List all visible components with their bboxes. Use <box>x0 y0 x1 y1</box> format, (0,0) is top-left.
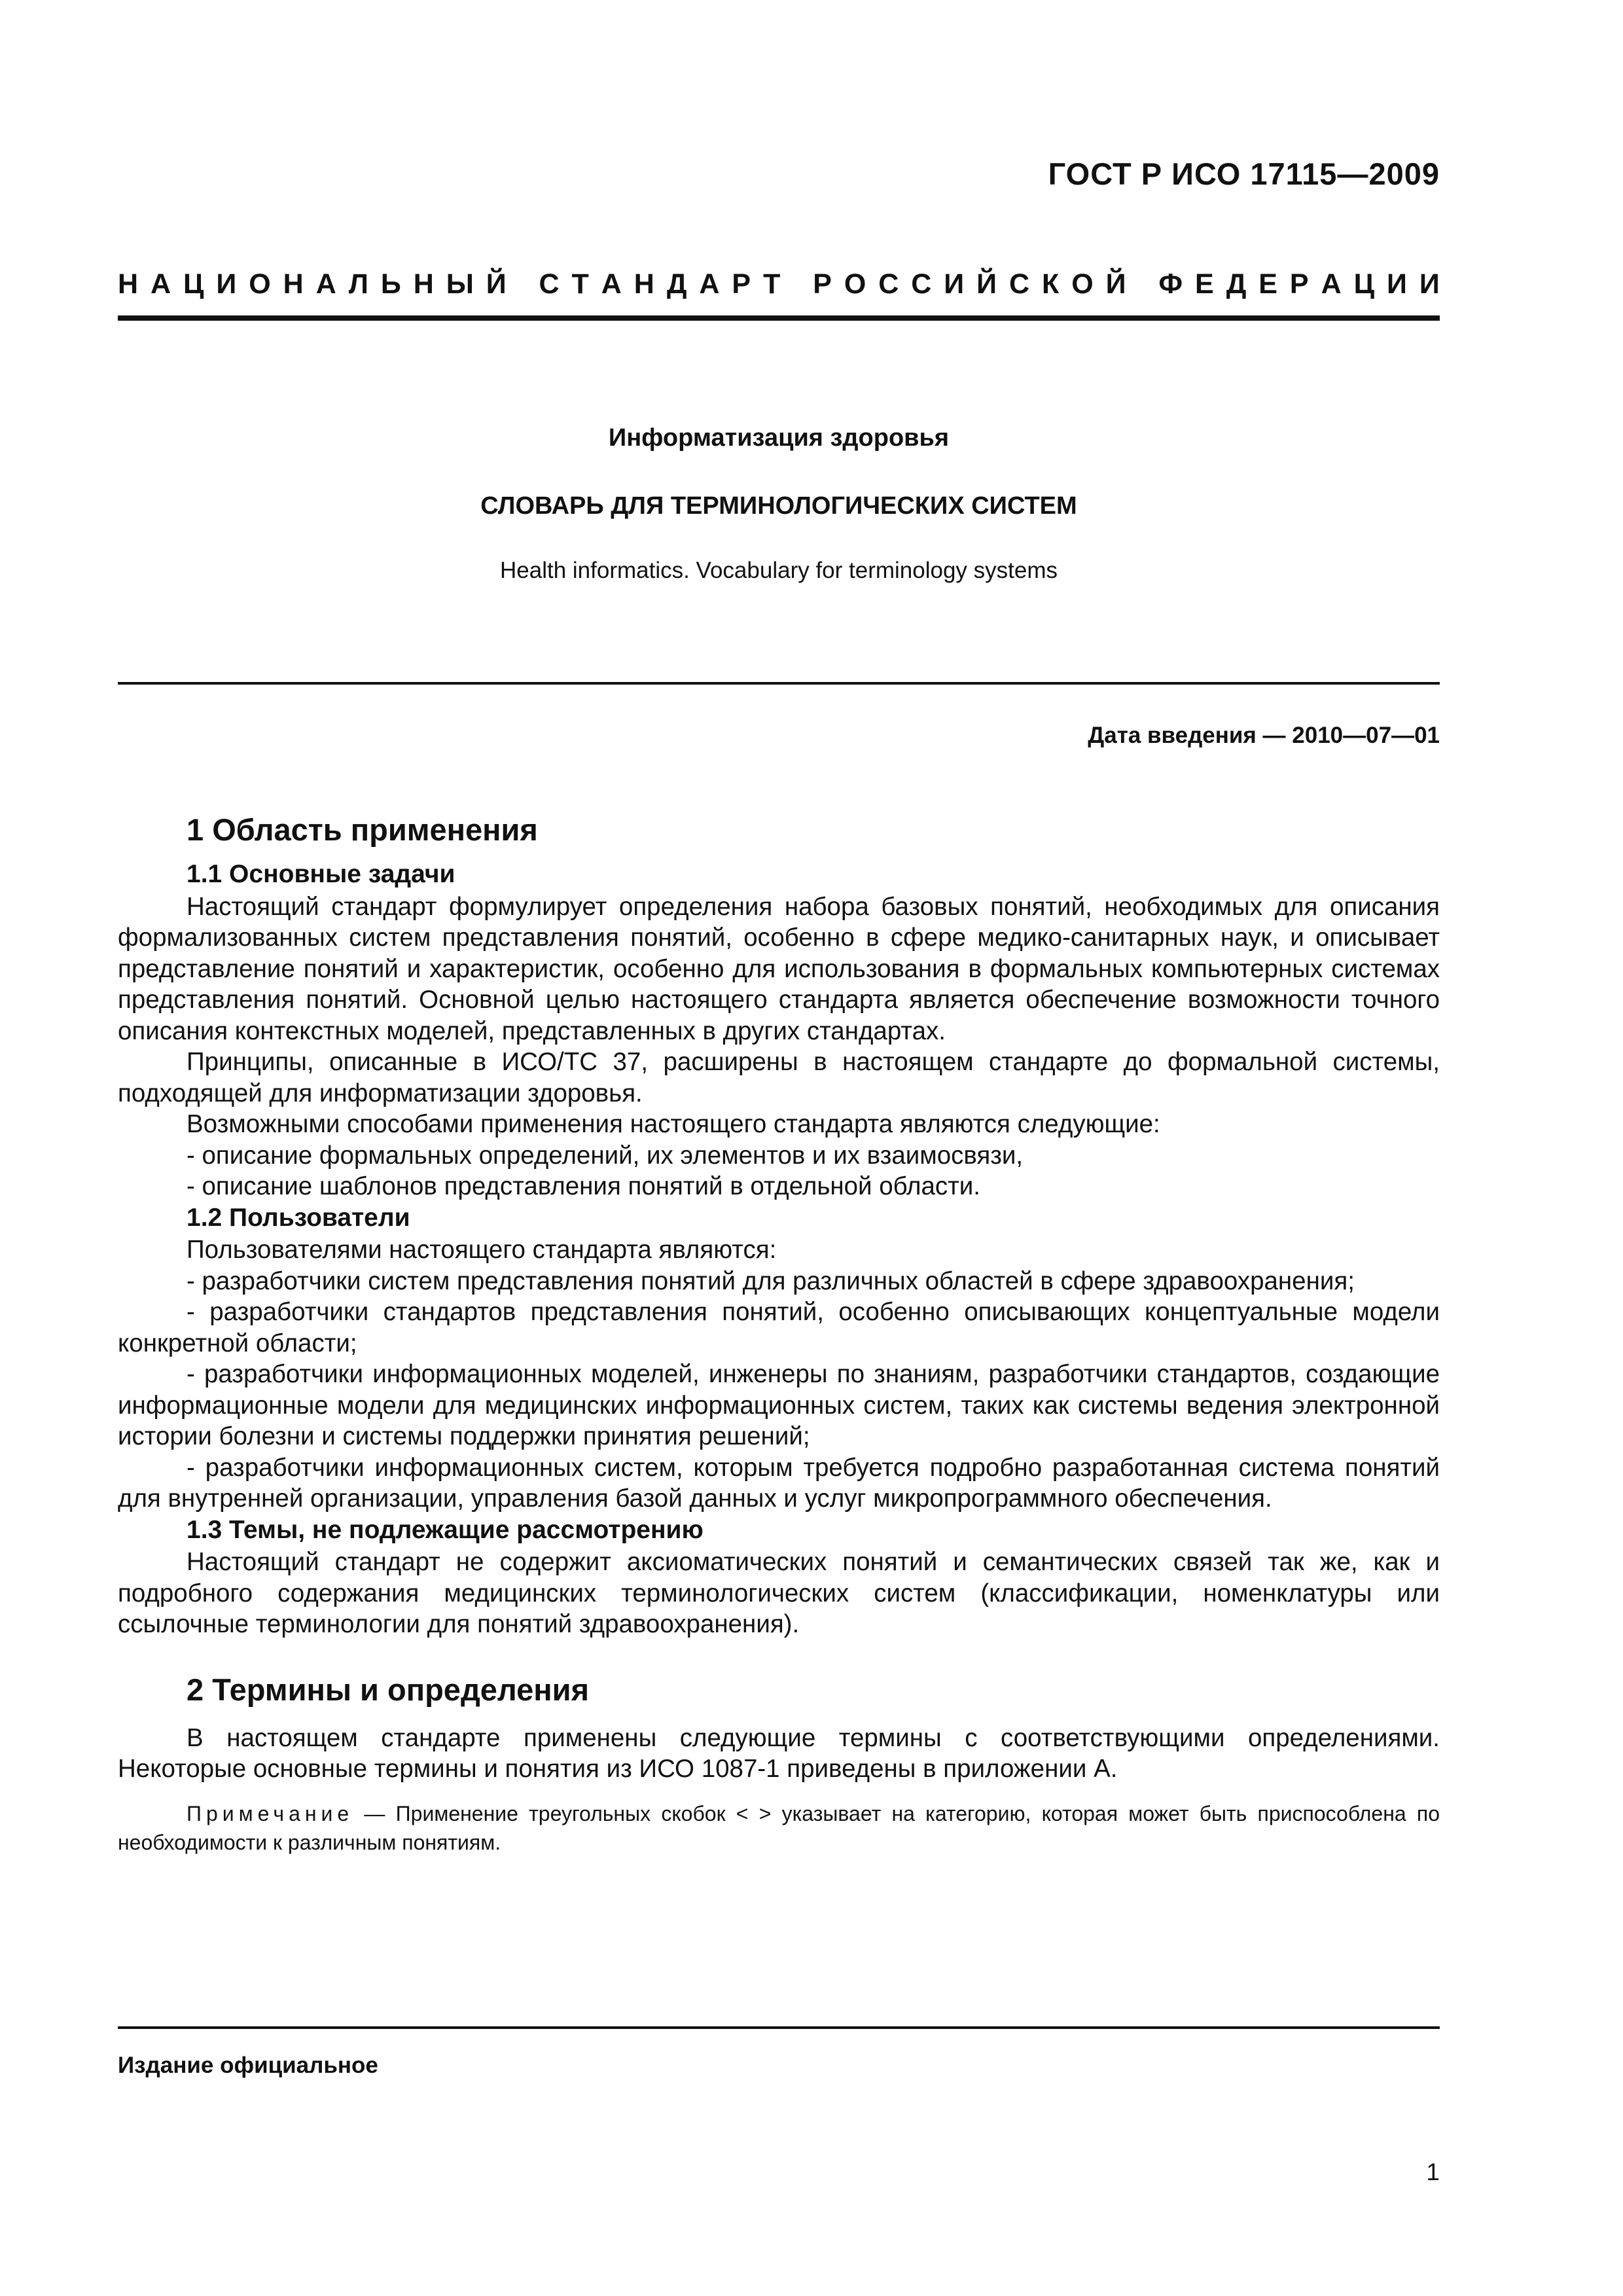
banner-letter: Р <box>732 268 751 300</box>
list-item: - разработчики информационных систем, которым требуется подробно разработанная система понятий для внутренней организации, управления базой данных и услуг микропрограммного обеспечения. <box>118 1453 1440 1513</box>
banner-letter: Й <box>486 268 507 300</box>
section-1-2-heading: 1.2 Пользователи <box>187 1203 410 1232</box>
banner-letter: Й <box>976 268 997 300</box>
paragraph: В настоящем стандарте применены следующие термины с соответствующими определениями. Некоторые основные термины и понятия из ИСО 1087-1 приведены в приложении А. <box>118 1723 1440 1783</box>
banner-letter: И <box>1386 268 1407 300</box>
section-2-heading: 2 Термины и определения <box>187 1672 589 1707</box>
document-code: ГОСТ Р ИСО 17115—2009 <box>1048 156 1440 191</box>
paragraph: Возможными способами применения настоящего стандарта являются следующие: <box>187 1110 1160 1138</box>
list-item: - описание формальных определений, их элементов и их взаимосвязи, <box>187 1141 1024 1170</box>
list-item: - разработчики стандартов представления понятий, особенно описывающих концептуальные модели конкретной области; <box>118 1298 1440 1357</box>
footer-rule <box>118 2026 1440 2029</box>
banner-letter <box>1138 268 1146 300</box>
banner-letter: Р <box>1289 268 1309 300</box>
banner-letter: Р <box>813 268 832 300</box>
banner-letter <box>793 268 800 300</box>
title-english: Health informatics. Vocabulary for terminology systems <box>500 558 1058 583</box>
paragraph: Принципы, описанные в ИСО/ТС 37, расширены в настоящем стандарте до формальной системы, подходящей для информатизации здоровья. <box>118 1048 1440 1107</box>
banner-letter: А <box>315 268 336 300</box>
title-subject: Информатизация здоровья <box>608 424 950 452</box>
banner-letter: Ц <box>183 268 204 300</box>
banner-letter: Т <box>763 268 781 300</box>
banner-letter: И <box>944 268 965 300</box>
banner-letter: Т <box>571 268 589 300</box>
banner-letter: С <box>878 268 899 300</box>
title-main: СЛОВАРЬ ДЛЯ ТЕРМИНОЛОГИЧЕСКИХ СИСТЕМ <box>480 492 1077 520</box>
header-rule <box>118 315 1440 321</box>
note-text: — Применение треугольных скобок < > указывает на категорию, которая может быть приспособлена по необходимости к различным понятиям. <box>118 1801 1440 1854</box>
official-edition-label: Издание официальное <box>118 2053 378 2078</box>
banner-letter: Ы <box>446 268 474 300</box>
list-item: - описание шаблонов представления понятий в отдельной области. <box>187 1172 980 1200</box>
banner-letter: С <box>1009 268 1030 300</box>
banner-letter: Н <box>283 268 304 300</box>
section-1-heading: 1 Область применения <box>187 812 538 847</box>
banner-letter: Д <box>1226 268 1247 300</box>
list-item: - разработчики систем представления понятий для различных областей в сфере здравоохранения; <box>187 1266 1355 1295</box>
title-rule <box>118 682 1440 685</box>
note-label: Примечание <box>187 1801 354 1825</box>
banner-letter: О <box>1071 268 1094 300</box>
banner-letter: Н <box>633 268 654 300</box>
banner-letter: К <box>1042 268 1060 300</box>
banner-letter: Д <box>666 268 687 300</box>
banner-letter <box>519 268 527 300</box>
banner-letter: Е <box>1258 268 1277 300</box>
document-page <box>118 0 1440 2296</box>
paragraph: Пользователями настоящего стандарта являются: <box>187 1236 777 1264</box>
banner-letter: Н <box>118 268 139 300</box>
paragraph: Настоящий стандарт формулирует определения набора базовых понятий, необходимых для описания формализованных систем представления понятий, особенно в сфере медико-санитарных наук, и описывает представление понятий и характеристик, особенно для использования в формальных компьютерных системах представления понятий. Основной целью настоящего стандарта является обеспечение возможности точного описания контекстных моделей, представленных в других стандартах. <box>118 892 1440 1045</box>
page-number: 1 <box>1426 2159 1440 2185</box>
introduction-date: Дата введения — 2010—07—01 <box>1088 723 1440 748</box>
banner-letter: С <box>539 268 560 300</box>
body-text <box>118 810 1440 1878</box>
section-1-3-heading: 1.3 Темы, не подлежащие рассмотрению <box>187 1515 704 1544</box>
paragraph: Настоящий стандарт не содержит аксиоматических понятий и семантических связей так же, как и подробного содержания медицинских терминологических систем (классификации, номенклатуры или ссылочные терминологии для понятий здравоохранения). <box>118 1548 1440 1638</box>
banner-letter: А <box>1321 268 1342 300</box>
banner-letter: О <box>844 268 866 300</box>
banner-letter: С <box>911 268 932 300</box>
list-item: - разработчики информационных моделей, инженеры по знаниям, разработчики стандартов, создающие информационные модели для медицинских информационных систем, таких как системы ведения электронной истории болезни и системы поддержки принятия решений; <box>118 1360 1440 1450</box>
banner-letter: Ь <box>380 268 401 300</box>
banner-letter: И <box>1419 268 1440 300</box>
banner-letter: О <box>249 268 271 300</box>
banner-letter: Й <box>1105 268 1126 300</box>
section-1-1-heading: 1.1 Основные задачи <box>187 860 455 888</box>
banner-letter: Л <box>348 268 368 300</box>
banner-letter: Е <box>1195 268 1214 300</box>
note <box>118 1799 1440 1857</box>
banner-letter: А <box>699 268 720 300</box>
banner-letter: Ф <box>1158 268 1183 300</box>
banner-letter: А <box>151 268 171 300</box>
banner-letter: И <box>216 268 237 300</box>
national-standard-banner <box>118 268 1440 300</box>
banner-letter: А <box>601 268 622 300</box>
banner-letter: Н <box>413 268 434 300</box>
banner-letter: Ц <box>1353 268 1374 300</box>
